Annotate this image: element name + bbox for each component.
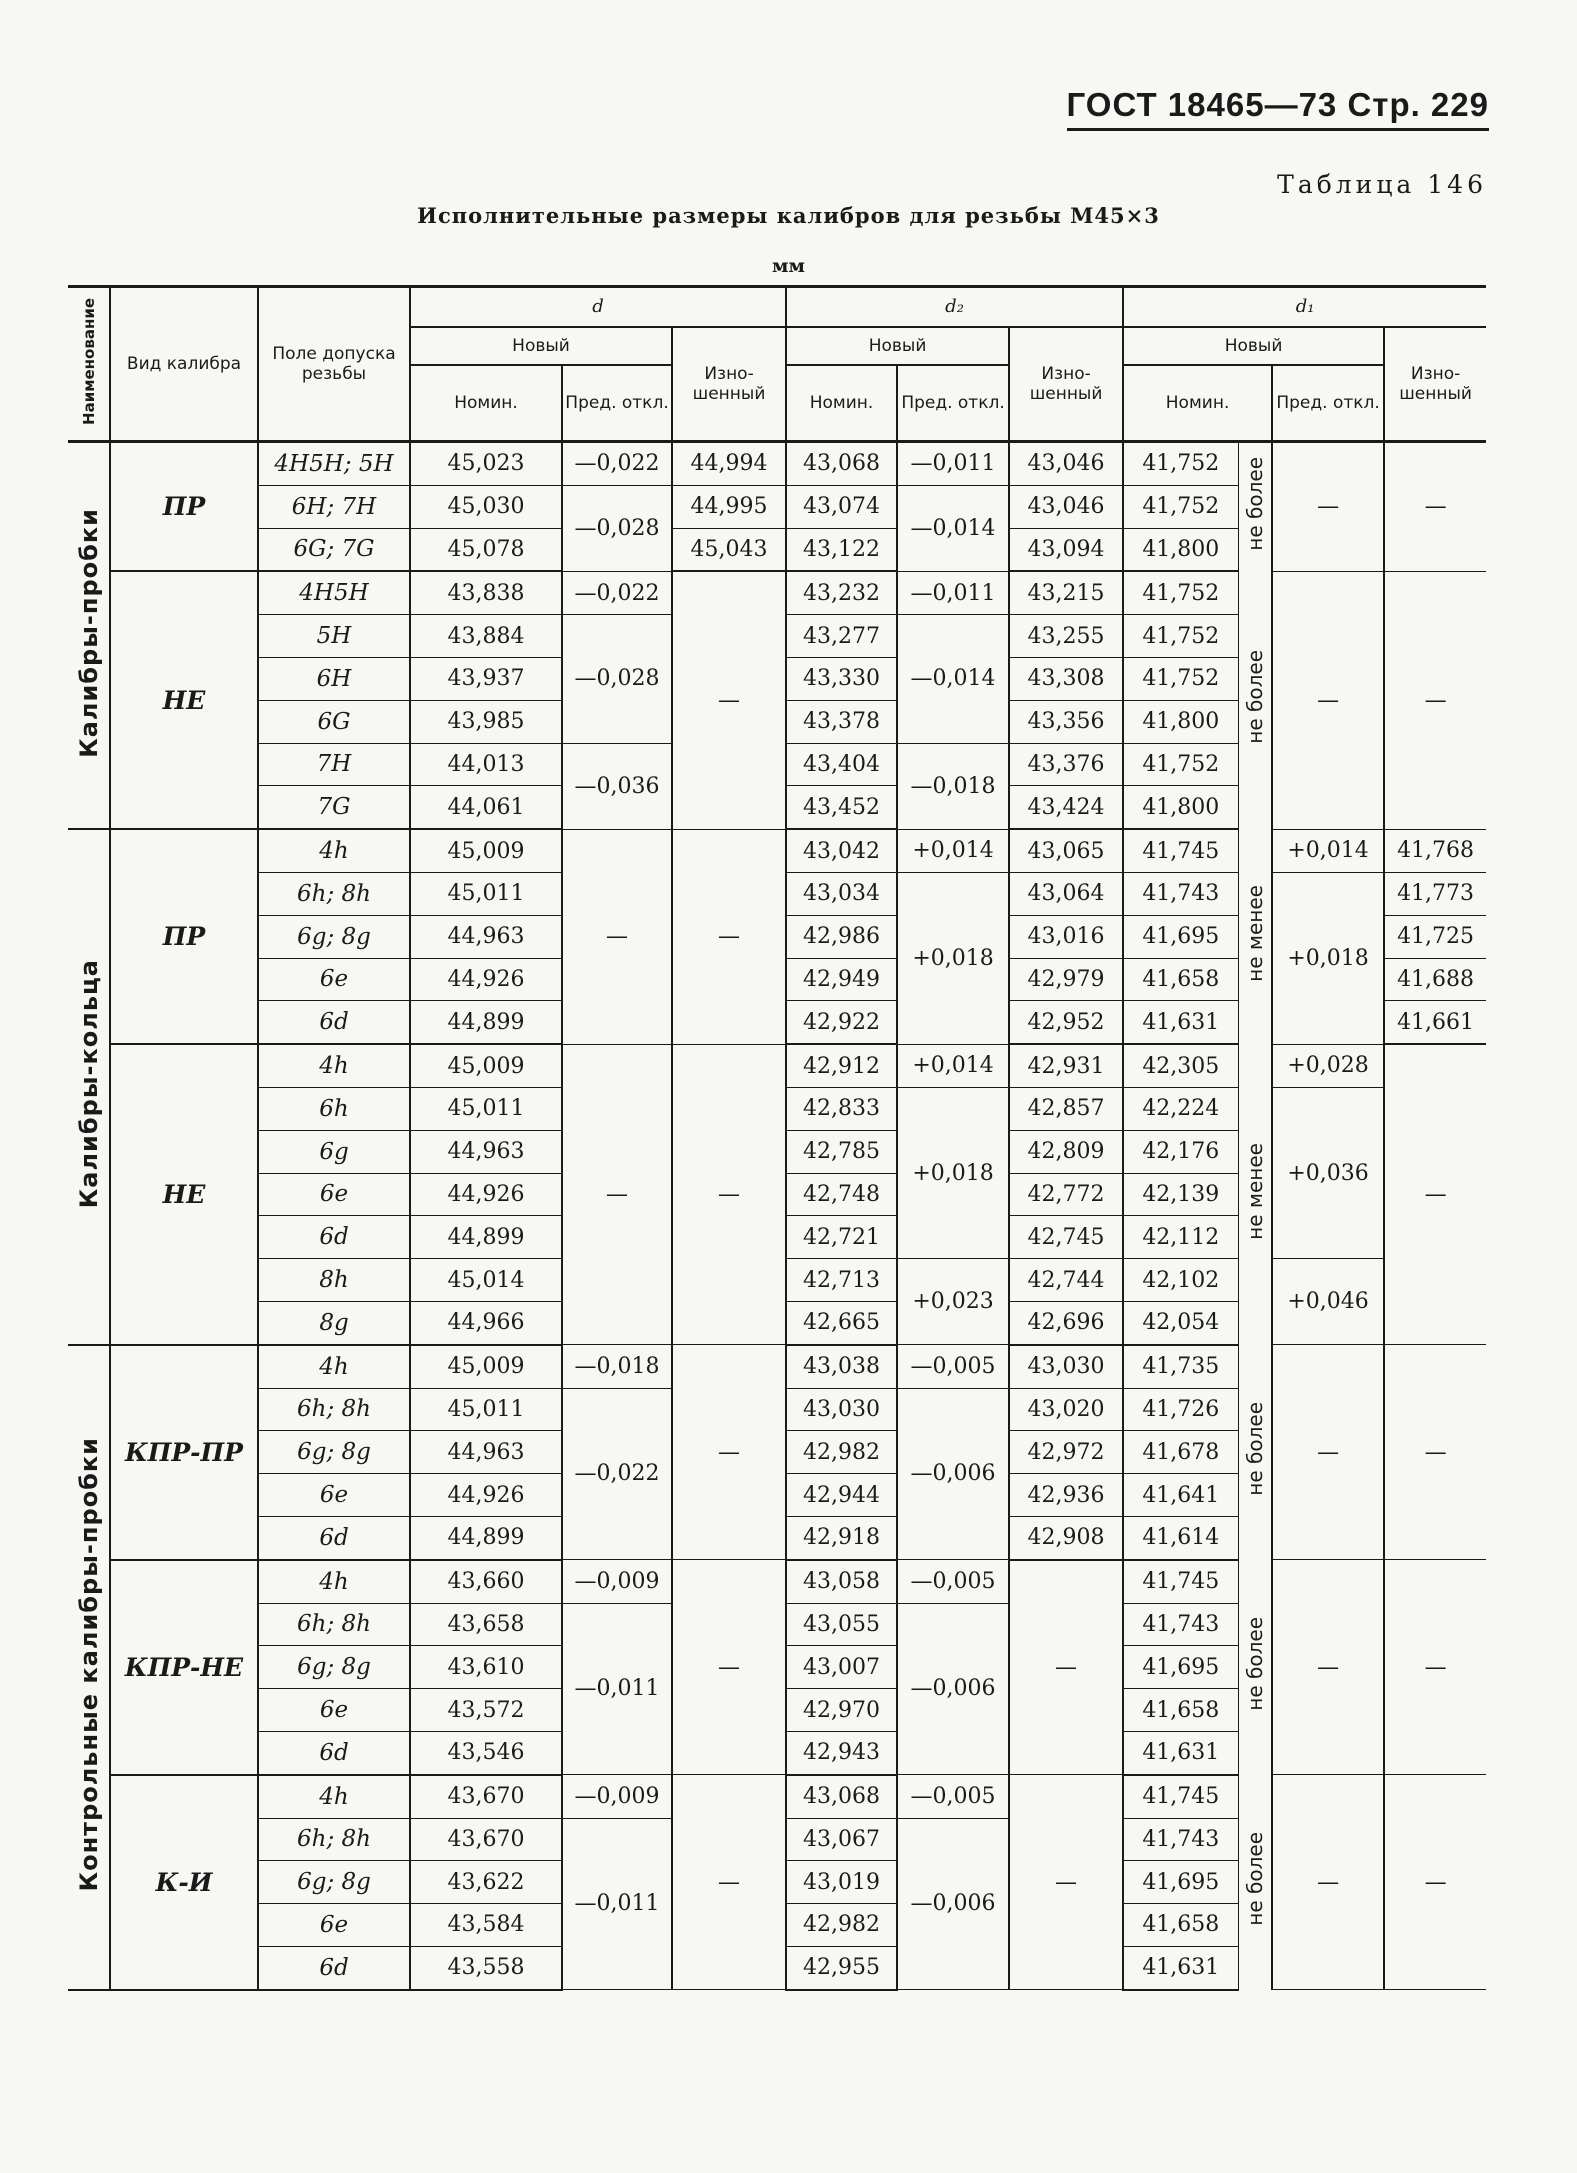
tolerance-field-cell: 7H (258, 743, 410, 786)
d-worn-header: Изно-шенный (672, 327, 786, 442)
d1-deviation-cell: — (1272, 442, 1384, 572)
d2-nominal-cell: 42,986 (786, 915, 897, 958)
tolerance-field-cell: 6d (258, 1216, 410, 1259)
d2-worn-cell: 43,094 (1009, 528, 1123, 571)
d2-nominal-cell: 43,452 (786, 786, 897, 829)
d2-deviation-cell: —0,014 (897, 615, 1009, 743)
d2-nominal-cell: 43,007 (786, 1646, 897, 1689)
table-title: Исполнительные размеры калибров для резьбы M45×3 (417, 203, 1160, 228)
d2-nominal-cell: 43,030 (786, 1388, 897, 1431)
d1-nominal-cell: 42,176 (1123, 1130, 1238, 1173)
table-row (68, 571, 1486, 614)
tolerance-field-cell: 6e (258, 958, 410, 1001)
d-nominal-header: Номин. (410, 365, 562, 442)
d1-nominal-cell: 41,800 (1123, 786, 1238, 829)
col-tolerance-header: Поле допуска резьбы (258, 287, 410, 442)
tolerance-field-cell: 6e (258, 1689, 410, 1732)
d-nominal-cell: 44,899 (410, 1216, 562, 1259)
d-deviation-cell: — (562, 829, 672, 1044)
d1-deviation-cell: — (1272, 1775, 1384, 1990)
page-header: ГОСТ 18465—73 Стр. 229 (1067, 86, 1489, 131)
d2-nominal-cell: 42,955 (786, 1946, 897, 1989)
tolerance-field-cell: 8g (258, 1301, 410, 1344)
d2-worn-cell: 42,952 (1009, 1001, 1123, 1044)
d-nominal-cell: 44,899 (410, 1516, 562, 1559)
d1-nominal-cell: 41,695 (1123, 1646, 1238, 1689)
d-deviation-header: Пред. откл. (562, 365, 672, 442)
d2-nominal-cell: 42,943 (786, 1731, 897, 1774)
table-row (68, 442, 1486, 486)
d1-worn-cell: 41,725 (1384, 915, 1486, 958)
tolerance-field-cell: 4h (258, 829, 410, 872)
table-row (68, 829, 1486, 872)
d-nominal-cell: 44,926 (410, 1173, 562, 1216)
d2-worn-cell: 43,046 (1009, 442, 1123, 486)
d-nominal-cell: 43,937 (410, 657, 562, 700)
d2-nominal-cell: 42,785 (786, 1130, 897, 1173)
d1-nominal-cell: 41,614 (1123, 1516, 1238, 1559)
d-nominal-cell: 45,011 (410, 1087, 562, 1130)
d1-deviation-cell: — (1272, 1345, 1384, 1560)
d-worn-cell: 44,994 (672, 442, 786, 486)
d1-nominal-cell: 41,745 (1123, 1560, 1238, 1603)
d2-nominal-cell: 42,918 (786, 1516, 897, 1559)
d2-worn-cell: 43,215 (1009, 571, 1123, 614)
group-name-cell (68, 442, 110, 830)
d2-nominal-cell: 42,982 (786, 1904, 897, 1947)
d2-worn-cell: 43,064 (1009, 872, 1123, 915)
d-nominal-cell: 43,622 (410, 1861, 562, 1904)
d-worn-cell: 45,043 (672, 528, 786, 571)
tolerance-field-cell: 4h (258, 1560, 410, 1603)
calibre-table (68, 285, 1486, 1991)
d2-nominal-cell: 43,404 (786, 743, 897, 786)
tolerance-field-cell: 6g; 8g (258, 915, 410, 958)
d1-nominal-cell: 42,112 (1123, 1216, 1238, 1259)
d1-worn-cell: — (1384, 571, 1486, 829)
d2-nominal-cell: 43,042 (786, 829, 897, 872)
d1-worn-cell: 41,773 (1384, 872, 1486, 915)
d2-nominal-cell: 42,982 (786, 1431, 897, 1474)
d2-nominal-cell: 43,378 (786, 700, 897, 743)
d-worn-cell: 44,995 (672, 485, 786, 528)
limit-note: не более (1242, 457, 1267, 552)
tolerance-field-cell: 4h (258, 1775, 410, 1818)
tolerance-field-cell: 6d (258, 1001, 410, 1044)
d2-worn-cell: 43,424 (1009, 786, 1123, 829)
d1-worn-cell: — (1384, 1044, 1486, 1345)
d1-deviation-cell: +0,018 (1272, 872, 1384, 1044)
d-deviation-cell: — (562, 1044, 672, 1345)
d2-worn-cell: 43,016 (1009, 915, 1123, 958)
d1-nominal-cell: 42,139 (1123, 1173, 1238, 1216)
limit-note-cell (1238, 1560, 1272, 1775)
d1-worn-cell: 41,661 (1384, 1001, 1486, 1044)
limit-note-cell (1238, 442, 1272, 572)
d2-worn-cell: — (1009, 1775, 1123, 1990)
d2-nominal-cell: 43,068 (786, 442, 897, 486)
d2-nominal-cell: 42,949 (786, 958, 897, 1001)
table-body (68, 442, 1486, 1990)
d1-nominal-cell: 41,745 (1123, 1775, 1238, 1818)
d1-worn-cell: — (1384, 1775, 1486, 1990)
d2-nominal-cell: 43,055 (786, 1603, 897, 1646)
limit-note-cell (1238, 1044, 1272, 1345)
d2-worn-cell: 42,809 (1009, 1130, 1123, 1173)
d2-worn-cell: 42,696 (1009, 1301, 1123, 1344)
tolerance-field-cell: 6d (258, 1946, 410, 1989)
d1-nominal-cell: 42,305 (1123, 1044, 1238, 1087)
d1-nominal-cell: 41,752 (1123, 571, 1238, 614)
d2-nominal-cell: 43,067 (786, 1818, 897, 1861)
d2-deviation-cell: —0,006 (897, 1818, 1009, 1990)
d1-nominal-cell: 41,745 (1123, 829, 1238, 872)
d1-new-header: Новый (1123, 327, 1384, 365)
d-nominal-cell: 43,670 (410, 1775, 562, 1818)
d2-deviation-header: Пред. откл. (897, 365, 1009, 442)
d-nominal-cell: 43,985 (410, 700, 562, 743)
col-d-header: d (410, 287, 786, 328)
d-nominal-cell: 43,838 (410, 571, 562, 614)
tolerance-field-cell: 4h (258, 1345, 410, 1388)
d-worn-cell: — (672, 571, 786, 829)
d2-nominal-cell: 42,748 (786, 1173, 897, 1216)
d1-deviation-cell: — (1272, 1560, 1384, 1775)
d2-nominal-cell: 42,721 (786, 1216, 897, 1259)
limit-note: не более (1242, 1402, 1267, 1497)
d2-nominal-header: Номин. (786, 365, 897, 442)
tolerance-field-cell: 6e (258, 1474, 410, 1517)
tolerance-field-cell: 6e (258, 1904, 410, 1947)
d1-deviation-cell: +0,046 (1272, 1259, 1384, 1345)
d2-nominal-cell: 43,277 (786, 615, 897, 658)
d2-worn-cell: 43,020 (1009, 1388, 1123, 1431)
tolerance-field-cell: 5H (258, 615, 410, 658)
table-row (68, 1775, 1486, 1818)
d1-nominal-cell: 42,102 (1123, 1259, 1238, 1302)
tolerance-field-cell: 6G (258, 700, 410, 743)
d-nominal-cell: 45,014 (410, 1259, 562, 1302)
d-nominal-cell: 43,584 (410, 1904, 562, 1947)
d2-worn-cell: 42,772 (1009, 1173, 1123, 1216)
d2-nominal-cell: 42,944 (786, 1474, 897, 1517)
d2-nominal-cell: 43,058 (786, 1560, 897, 1603)
d-nominal-cell: 43,610 (410, 1646, 562, 1689)
d1-worn-cell: 41,768 (1384, 829, 1486, 872)
tolerance-field-cell: 6h; 8h (258, 1818, 410, 1861)
col-name-header: Наименование (79, 297, 98, 425)
d-deviation-cell: —0,028 (562, 615, 672, 743)
d2-deviation-cell: +0,018 (897, 1087, 1009, 1258)
d-nominal-cell: 45,011 (410, 872, 562, 915)
d1-nominal-cell: 41,726 (1123, 1388, 1238, 1431)
d2-deviation-cell: —0,011 (897, 442, 1009, 486)
d1-nominal-cell: 41,752 (1123, 485, 1238, 528)
gauge-type-cell: К-И (110, 1775, 258, 1990)
d-nominal-cell: 43,558 (410, 1946, 562, 1989)
limit-note: не менее (1242, 1143, 1267, 1240)
d-deviation-cell: —0,036 (562, 743, 672, 829)
d2-nominal-cell: 42,713 (786, 1259, 897, 1302)
d2-nominal-cell: 43,019 (786, 1861, 897, 1904)
limit-note: не более (1242, 1832, 1267, 1927)
d1-nominal-header: Номин. (1123, 365, 1272, 442)
d-nominal-cell: 44,899 (410, 1001, 562, 1044)
limit-note: не более (1242, 1617, 1267, 1712)
d-nominal-cell: 45,009 (410, 1345, 562, 1388)
limit-note: не менее (1242, 885, 1267, 983)
tolerance-field-cell: 6h; 8h (258, 1388, 410, 1431)
d1-deviation-cell: +0,028 (1272, 1044, 1384, 1087)
d-deviation-cell: —0,018 (562, 1345, 672, 1388)
d2-worn-cell: 43,065 (1009, 829, 1123, 872)
d2-worn-cell: 42,857 (1009, 1087, 1123, 1130)
d2-nominal-cell: 43,038 (786, 1345, 897, 1388)
d2-new-header: Новый (786, 327, 1009, 365)
group-name: Калибры-пробки (74, 507, 103, 758)
tolerance-field-cell: 6H (258, 657, 410, 700)
d-deviation-cell: —0,022 (562, 1388, 672, 1560)
d-nominal-cell: 44,963 (410, 915, 562, 958)
d1-nominal-cell: 41,800 (1123, 700, 1238, 743)
col-gauge-type-header: Вид калибра (110, 287, 258, 442)
d2-worn-cell: 43,308 (1009, 657, 1123, 700)
d-nominal-cell: 44,013 (410, 743, 562, 786)
gauge-type-cell: КПР-НЕ (110, 1560, 258, 1775)
d1-nominal-cell: 41,695 (1123, 1861, 1238, 1904)
units-label: мм (771, 255, 805, 277)
d1-deviation-cell: +0,014 (1272, 829, 1384, 872)
d2-nominal-cell: 42,833 (786, 1087, 897, 1130)
d2-nominal-cell: 42,912 (786, 1044, 897, 1087)
d1-nominal-cell: 41,735 (1123, 1345, 1238, 1388)
d1-deviation-cell: — (1272, 571, 1384, 829)
d-deviation-cell: —0,011 (562, 1603, 672, 1775)
d2-nominal-cell: 42,665 (786, 1301, 897, 1344)
d2-deviation-cell: +0,014 (897, 829, 1009, 872)
d-nominal-cell: 44,926 (410, 1474, 562, 1517)
d2-worn-cell: 42,979 (1009, 958, 1123, 1001)
d-worn-cell: — (672, 1345, 786, 1560)
d1-nominal-cell: 41,658 (1123, 958, 1238, 1001)
limit-note-cell (1238, 1775, 1272, 1990)
gauge-type-cell: ПР (110, 442, 258, 572)
tolerance-field-cell: 7G (258, 786, 410, 829)
d-nominal-cell: 45,009 (410, 829, 562, 872)
tolerance-field-cell: 6h; 8h (258, 872, 410, 915)
tolerance-field-cell: 6g; 8g (258, 1646, 410, 1689)
d1-nominal-cell: 41,743 (1123, 1818, 1238, 1861)
d1-nominal-cell: 41,752 (1123, 743, 1238, 786)
d2-nominal-cell: 43,074 (786, 485, 897, 528)
d1-deviation-header: Пред. откл. (1272, 365, 1384, 442)
col-d1-header: d₁ (1123, 287, 1486, 328)
tolerance-field-cell: 4H5H; 5H (258, 442, 410, 486)
group-name: Калибры-кольца (74, 959, 103, 1209)
tolerance-field-cell: 6h; 8h (258, 1603, 410, 1646)
tolerance-field-cell: 6H; 7H (258, 485, 410, 528)
d1-deviation-cell: +0,036 (1272, 1087, 1384, 1258)
d1-nominal-cell: 41,631 (1123, 1731, 1238, 1774)
tolerance-field-cell: 4h (258, 1044, 410, 1087)
tolerance-field-cell: 6e (258, 1173, 410, 1216)
d1-nominal-cell: 41,658 (1123, 1904, 1238, 1947)
d1-nominal-cell: 41,641 (1123, 1474, 1238, 1517)
d2-deviation-cell: +0,023 (897, 1259, 1009, 1345)
d2-nominal-cell: 43,068 (786, 1775, 897, 1818)
gauge-type-cell: КПР-ПР (110, 1345, 258, 1560)
d1-nominal-cell: 42,224 (1123, 1087, 1238, 1130)
d2-deviation-cell: —0,005 (897, 1345, 1009, 1388)
d-nominal-cell: 43,670 (410, 1818, 562, 1861)
d2-worn-cell: 42,972 (1009, 1431, 1123, 1474)
tolerance-field-cell: 6g; 8g (258, 1431, 410, 1474)
table-row (68, 1560, 1486, 1603)
d2-worn-cell: 43,030 (1009, 1345, 1123, 1388)
d-nominal-cell: 43,660 (410, 1560, 562, 1603)
limit-note-cell (1238, 571, 1272, 829)
d2-nominal-cell: 43,122 (786, 528, 897, 571)
d2-deviation-cell: —0,006 (897, 1388, 1009, 1560)
gauge-type-cell: НЕ (110, 571, 258, 829)
table-row (68, 1345, 1486, 1388)
gauge-type-cell: ПР (110, 829, 258, 1044)
table-label: Таблица 146 (1277, 170, 1487, 199)
d1-nominal-cell: 41,631 (1123, 1946, 1238, 1989)
table-row (68, 1044, 1486, 1087)
d1-worn-cell: — (1384, 442, 1486, 572)
tolerance-field-cell: 8h (258, 1259, 410, 1302)
d-nominal-cell: 45,023 (410, 442, 562, 486)
d1-worn-cell: — (1384, 1560, 1486, 1775)
limit-note-cell (1238, 829, 1272, 1044)
d2-nominal-cell: 42,970 (786, 1689, 897, 1732)
d-worn-cell: — (672, 1044, 786, 1345)
d-nominal-cell: 43,658 (410, 1603, 562, 1646)
d-worn-cell: — (672, 1775, 786, 1990)
d2-nominal-cell: 43,330 (786, 657, 897, 700)
d1-nominal-cell: 41,658 (1123, 1689, 1238, 1732)
d2-worn-header: Изно-шенный (1009, 327, 1123, 442)
tolerance-field-cell: 6h (258, 1087, 410, 1130)
d2-worn-cell: 43,356 (1009, 700, 1123, 743)
d-deviation-cell: —0,011 (562, 1818, 672, 1990)
d-deviation-cell: —0,022 (562, 571, 672, 614)
d-nominal-cell: 44,963 (410, 1431, 562, 1474)
d-nominal-cell: 43,546 (410, 1731, 562, 1774)
tolerance-field-cell: 6g (258, 1130, 410, 1173)
tolerance-field-cell: 6g; 8g (258, 1861, 410, 1904)
d-nominal-cell: 45,030 (410, 485, 562, 528)
d2-worn-cell: 43,376 (1009, 743, 1123, 786)
d2-nominal-cell: 43,232 (786, 571, 897, 614)
d1-nominal-cell: 41,743 (1123, 872, 1238, 915)
d1-nominal-cell: 41,678 (1123, 1431, 1238, 1474)
d2-deviation-cell: +0,018 (897, 872, 1009, 1044)
d2-worn-cell: 42,936 (1009, 1474, 1123, 1517)
col-d2-header: d₂ (786, 287, 1123, 328)
d2-worn-cell: 42,908 (1009, 1516, 1123, 1559)
d1-nominal-cell: 41,752 (1123, 657, 1238, 700)
d-new-header: Новый (410, 327, 672, 365)
d-deviation-cell: —0,028 (562, 485, 672, 571)
tolerance-field-cell: 4H5H (258, 571, 410, 614)
d1-nominal-cell: 42,054 (1123, 1301, 1238, 1344)
gauge-type-cell: НЕ (110, 1044, 258, 1345)
group-name-cell (68, 829, 110, 1345)
d-nominal-cell: 45,011 (410, 1388, 562, 1431)
d-nominal-cell: 44,926 (410, 958, 562, 1001)
group-name: Контрольные калибры-пробки (74, 1436, 103, 1892)
d2-deviation-cell: —0,005 (897, 1775, 1009, 1818)
d2-worn-cell: 42,931 (1009, 1044, 1123, 1087)
d-worn-cell: — (672, 1560, 786, 1775)
d1-worn-cell: — (1384, 1345, 1486, 1560)
d-deviation-cell: —0,009 (562, 1560, 672, 1603)
d2-worn-cell: 43,046 (1009, 485, 1123, 528)
tolerance-field-cell: 6d (258, 1731, 410, 1774)
d2-nominal-cell: 43,034 (786, 872, 897, 915)
d2-deviation-cell: —0,011 (897, 571, 1009, 614)
d2-worn-cell: 43,255 (1009, 615, 1123, 658)
d1-nominal-cell: 41,752 (1123, 442, 1238, 486)
d2-worn-cell: 42,745 (1009, 1216, 1123, 1259)
d2-deviation-cell: +0,014 (897, 1044, 1009, 1087)
d-nominal-cell: 44,966 (410, 1301, 562, 1344)
d2-deviation-cell: —0,006 (897, 1603, 1009, 1775)
d2-deviation-cell: —0,014 (897, 485, 1009, 571)
d-deviation-cell: —0,022 (562, 442, 672, 486)
d-nominal-cell: 44,061 (410, 786, 562, 829)
tolerance-field-cell: 6G; 7G (258, 528, 410, 571)
d-nominal-cell: 45,009 (410, 1044, 562, 1087)
d2-worn-cell: 42,744 (1009, 1259, 1123, 1302)
d1-worn-header: Изно-шенный (1384, 327, 1486, 442)
d1-nominal-cell: 41,631 (1123, 1001, 1238, 1044)
d-nominal-cell: 44,963 (410, 1130, 562, 1173)
d1-nominal-cell: 41,800 (1123, 528, 1238, 571)
d2-deviation-cell: —0,005 (897, 1560, 1009, 1603)
tolerance-field-cell: 6d (258, 1516, 410, 1559)
d2-nominal-cell: 42,922 (786, 1001, 897, 1044)
limit-note-cell (1238, 1345, 1272, 1560)
d1-nominal-cell: 41,695 (1123, 915, 1238, 958)
d1-worn-cell: 41,688 (1384, 958, 1486, 1001)
d-nominal-cell: 43,572 (410, 1689, 562, 1732)
d-nominal-cell: 43,884 (410, 615, 562, 658)
d2-deviation-cell: —0,018 (897, 743, 1009, 829)
limit-note: не более (1242, 650, 1267, 745)
d-nominal-cell: 45,078 (410, 528, 562, 571)
d-deviation-cell: —0,009 (562, 1775, 672, 1818)
d-worn-cell: — (672, 829, 786, 1044)
d1-nominal-cell: 41,743 (1123, 1603, 1238, 1646)
d2-worn-cell: — (1009, 1560, 1123, 1775)
d1-nominal-cell: 41,752 (1123, 615, 1238, 658)
group-name-cell (68, 1345, 110, 1990)
